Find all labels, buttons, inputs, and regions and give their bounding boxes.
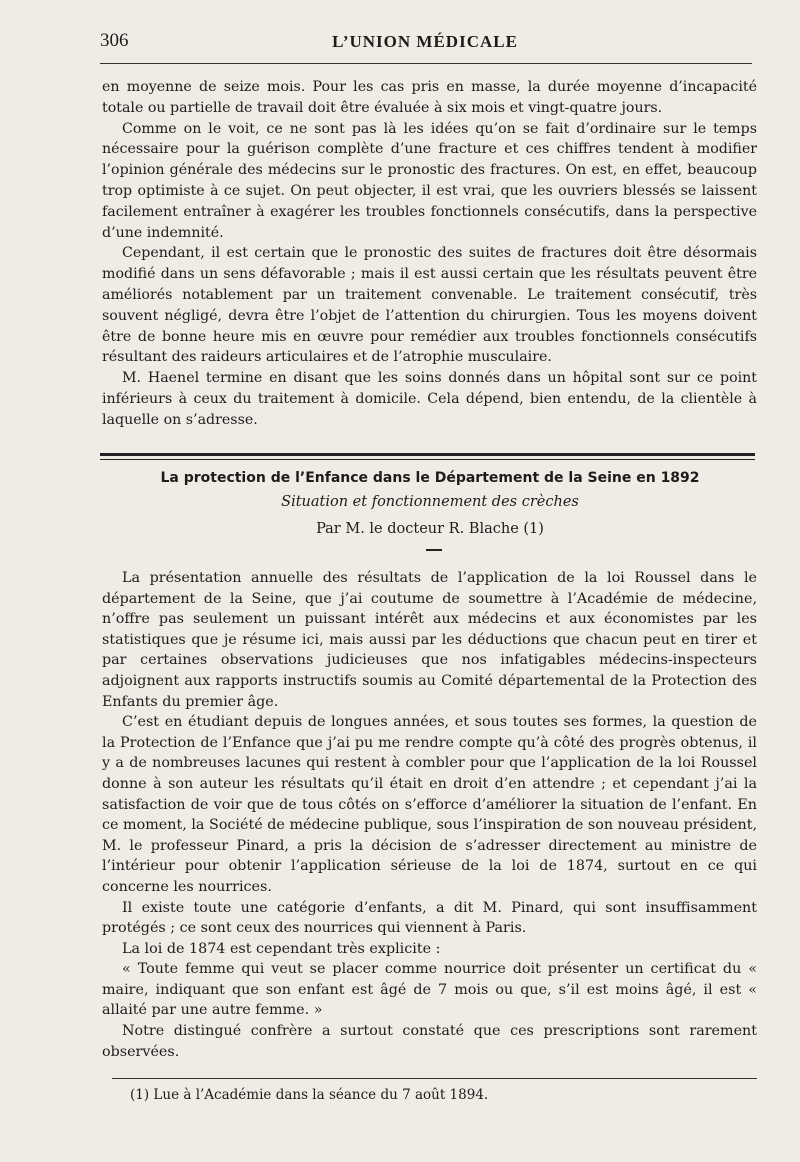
header-rule [100,63,752,64]
running-title: L’UNION MÉDICALE [332,32,518,51]
paragraph: C’est en étudiant depuis de longues années, et sous toutes ses formes, la question de la Protection de l’Enfance que j’ai pu me rendre compte qu’à côté des progrès obtenus, il y a de nombreuses lacunes qui restent à combler pour que l’application de la loi Roussel donne à son auteur les résultats qu’il était en droit d’en attendre ; et cependant j’ai la satisfaction de voir que de tous côtés on s’efforce d’améliorer la situation de l’enfant. En ce moment, la Société de médecine publique, sous l’inspiration de son nouveau président, M. le professeur Pinard, a pris la décision de s’adresser directement au ministre de l’intérieur pour obtenir l’application sérieuse de la loi de 1874, surtout en ce qui concerne les nourrices. [102,714,757,895]
page-number: 306 [100,30,129,51]
paragraph: en moyenne de seize mois. Pour les cas pris en masse, la durée moyenne d’incapacité totale ou partielle de travail doit être évaluée à six mois et vingt-quatre jours. [102,79,757,116]
footnote-rule [112,1078,757,1079]
paragraph: La présentation annuelle des résultats de l’application de la loi Roussel dans le département de la Seine, que j’ai coutume de soumettre à l’Académie de médecine, n’offre pas seulement un puissant intérêt aux médecins et aux économistes par les statistiques que je résume ici, mais aussi par les déductions que chacun peut en tirer et par certaines observations judicieuses que nos infatigables médecins-inspecteurs adjoignent aux rapports instructifs soumis au Comité départemental de la Protection des Enfants du premier âge. [102,570,757,710]
paragraph: Comme on le voit, ce ne sont pas là les idées qu’on se fait d’ordinaire sur le temps nécessaire pour la guérison complète d’une fracture et ces chiffres tendent à modifier l’opinion générale des médecins sur le pronostic des fractures. On est, en effet, beaucoup trop optimiste à ce sujet. On peut objecter, il est vrai, que les ouvriers blessés se laissent facilement entraîner à exagérer les troubles fonctionnels consécutifs, dans la perspective d’une indemnité. [102,120,757,241]
paragraph: Cependant, il est certain que le pronostic des suites de fractures doit être désormais modifié dans un sens défavorable ; mais il est aussi certain que les résultats peuvent être améliorés notablement par un traitement convenable. Le traitement consécutif, très souvent négligé, devra être l’objet de l’attention du chirurgien. Tous les moyens doivent être de bonne heure mis en œuvre pour remédier aux troubles fonctionnels consécutifs résultant des raideurs articulaires et de l’atrophie musculaire. [102,245,757,366]
quotation: « Toute femme qui veut se placer comme nourrice doit présenter un certificat du « maire, indiquant que son enfant est âgé de 7 mois ou que, s’il est moins âgé, il est « allaité par une autre femme. » [102,961,757,1019]
paragraph: La loi de 1874 est cependant très explicite : [122,940,441,957]
paragraph: M. Haenel termine en disant que les soins donnés dans un hôpital sont sur ce point inférieurs à ceux du traitement à domicile. Cela dépend, bien entendu, de la clientèle à laquelle on s’adresse. [102,370,757,428]
article-title: La protection de l’Enfance dans le Département de la Seine en 1892 [160,470,700,486]
footnote: (1) Lue à l’Académie dans la séance du 7 août 1894. [130,1087,489,1103]
section-divider-thin [100,459,755,460]
previous-article-text [102,77,757,431]
section-divider-thick [100,453,755,456]
paragraph: Il existe toute une catégorie d’enfants, a dit M. Pinard, qui sont insuffisamment protégés ; ce sont ceux des nourrices qui viennent à Paris. [102,899,757,937]
article-subtitle: Situation et fonctionnement des crèches [281,494,579,510]
article-body [102,568,757,1062]
article-author: Par M. le docteur R. Blache (1) [316,521,544,537]
page-header [100,30,750,60]
paragraph: Notre distingué confrère a surtout constaté que ces prescriptions sont rarement observées. [102,1023,757,1060]
author-divider [426,549,442,551]
